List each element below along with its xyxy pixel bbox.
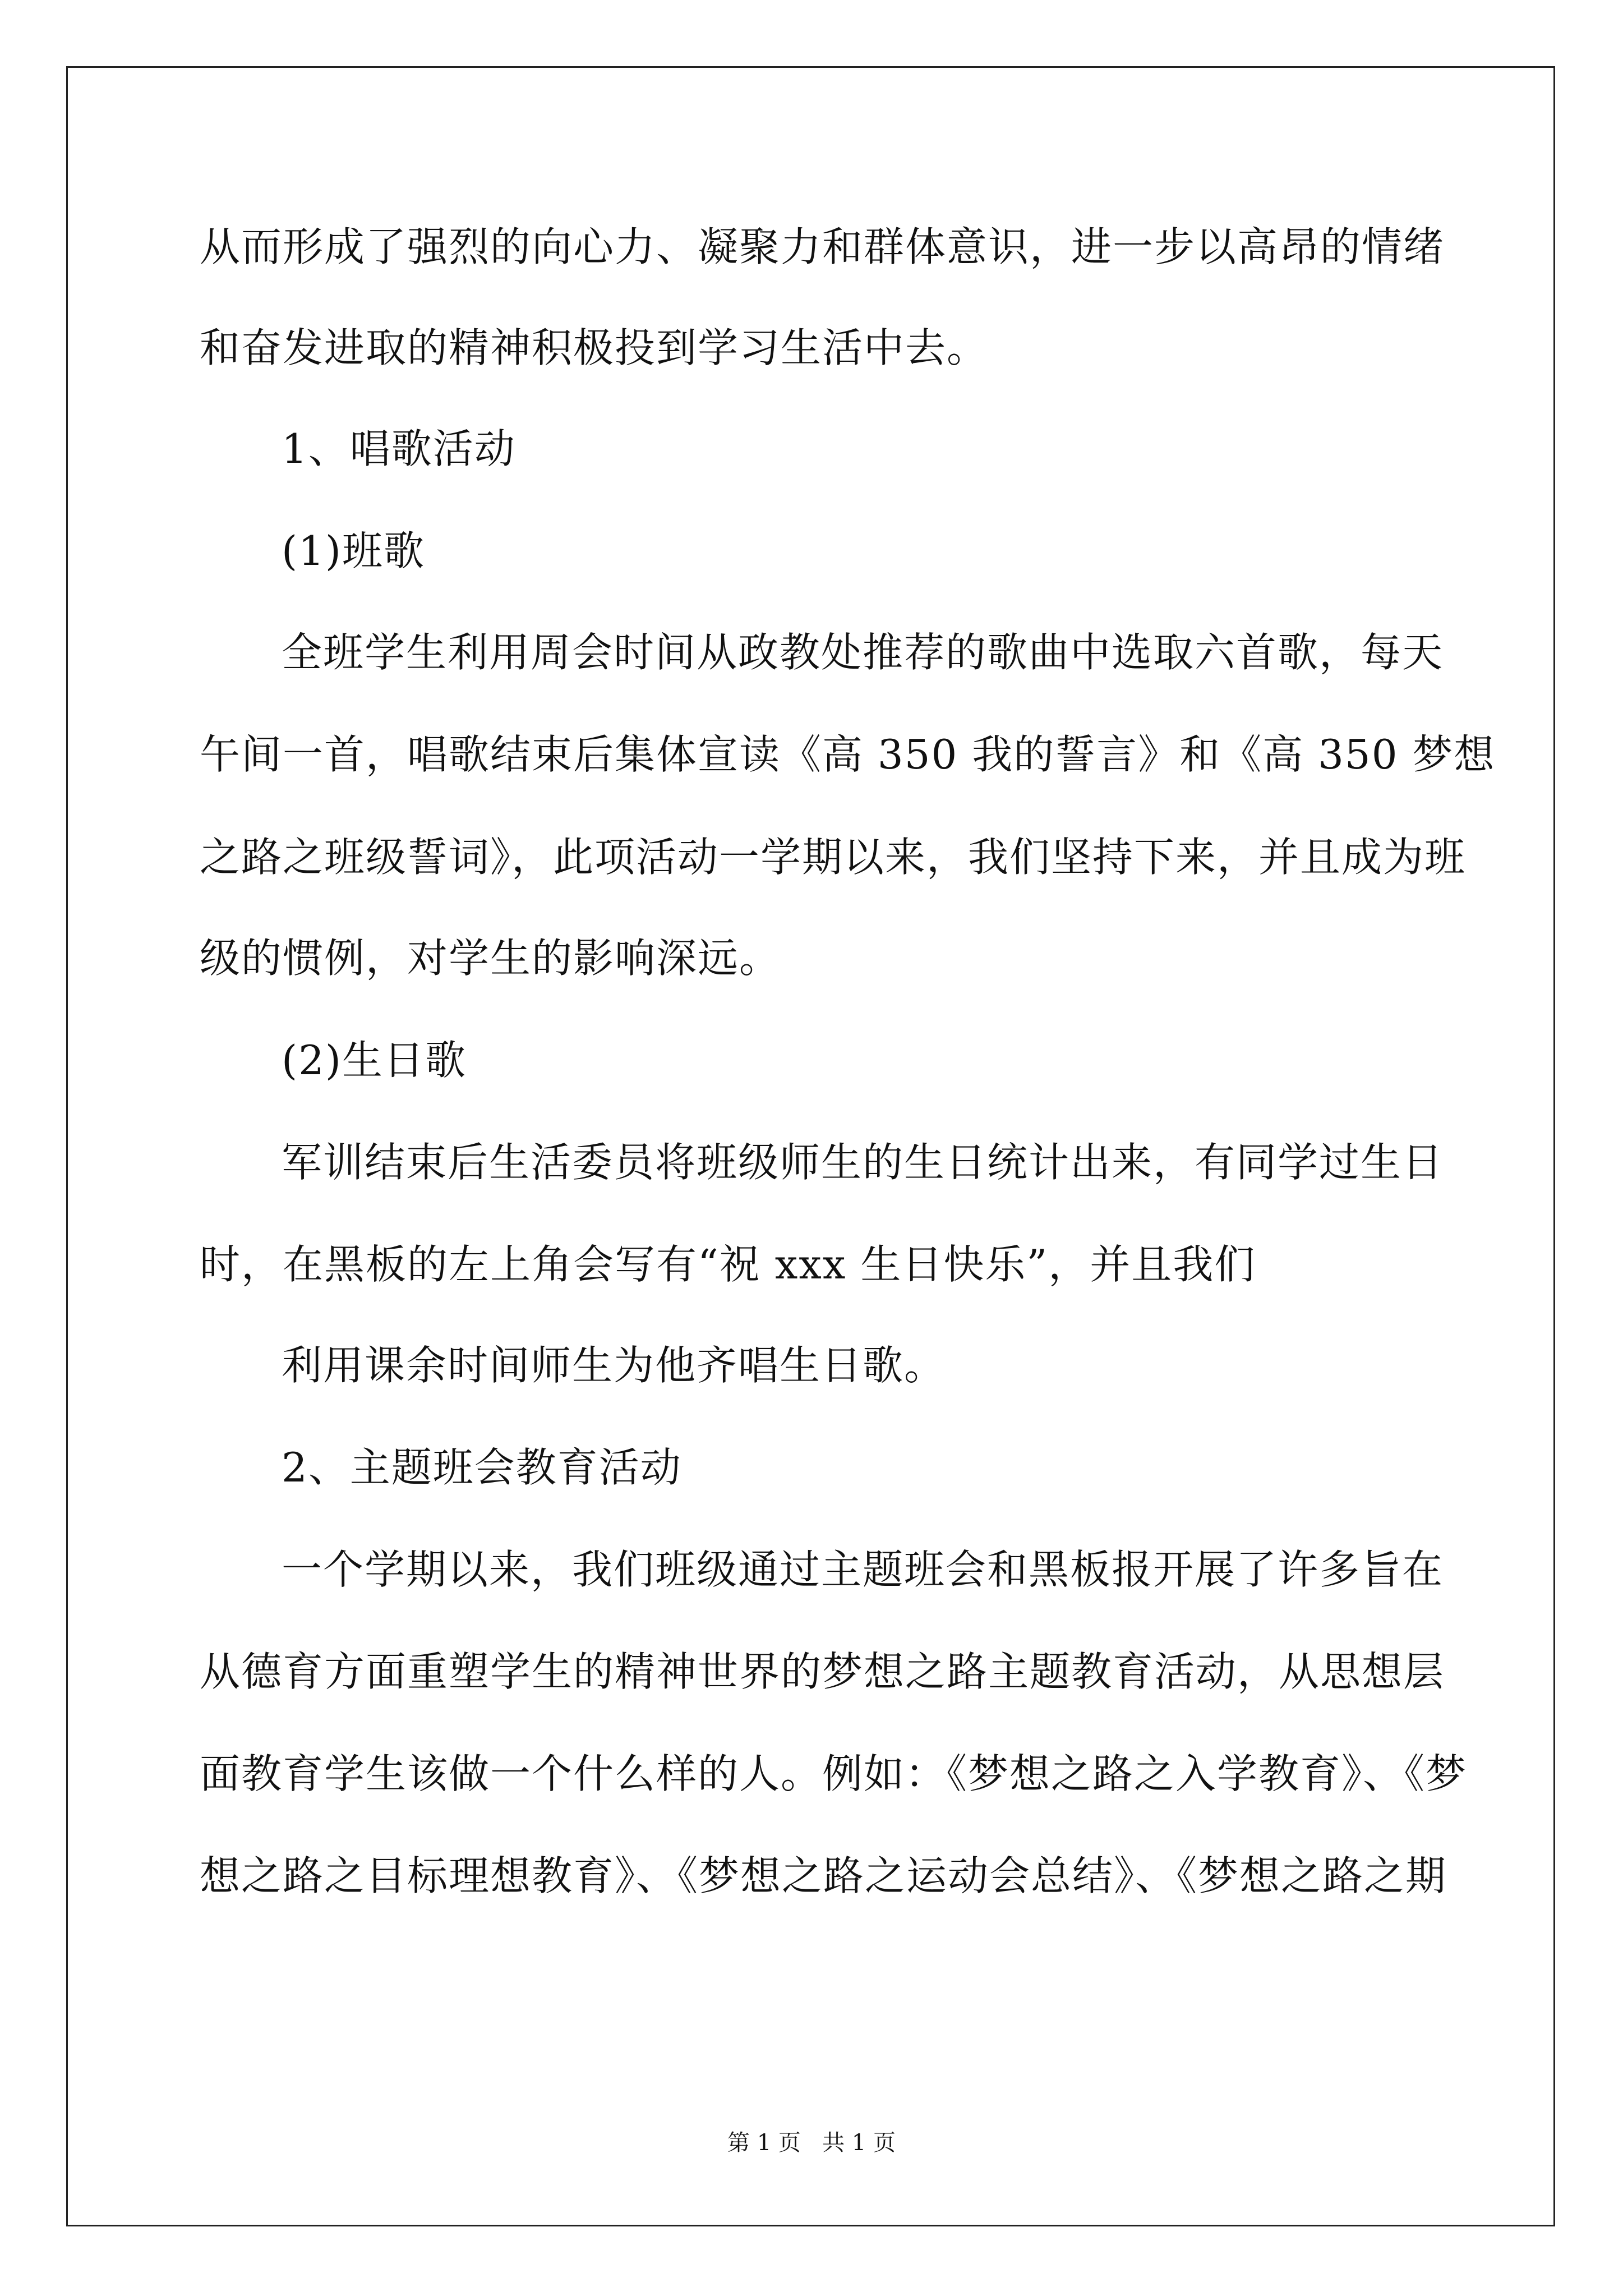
subsection-heading: (2)生日歌 xyxy=(282,1037,467,1084)
text-line: 全班学生利用周会时间从政教处推荐的歌曲中选取六首歌，每天 xyxy=(282,629,1444,676)
text-line: 面教育学生该做一个什么样的人。例如：《梦想之路之入学教育》、《梦 xyxy=(200,1750,1468,1797)
text-line: 利用课余时间师生为他齐唱生日歌。 xyxy=(282,1342,946,1389)
text-line: 和奋发进取的精神积极投到学习生活中去。 xyxy=(200,324,989,371)
page-footer: 第 1 页 共 1 页 xyxy=(727,2130,896,2156)
text-line: 时，在黑板的左上角会写有“祝 xxx 生日快乐”，并且我们 xyxy=(200,1241,1256,1288)
text-line: 之路之班级誓词》，此项活动一学期以来，我们坚持下来，并且成为班 xyxy=(200,834,1467,881)
text-line: 午间一首，唱歌结束后集体宣读《高 350 我的誓言》和《高 350 梦想 xyxy=(200,731,1496,778)
text-line: 一个学期以来，我们班级通过主题班会和黑板报开展了许多旨在 xyxy=(282,1546,1444,1593)
section-heading: 1、唱歌活动 xyxy=(282,425,516,472)
subsection-heading: (1)班歌 xyxy=(282,527,425,574)
text-line: 从而形成了强烈的向心力、凝聚力和群体意识，进一步以高昂的情绪 xyxy=(200,223,1445,270)
text-line: 想之路之目标理想教育》、《梦想之路之运动会总结》、《梦想之路之期 xyxy=(200,1852,1447,1899)
section-heading: 2、主题班会教育活动 xyxy=(282,1444,682,1491)
text-line: 从德育方面重塑学生的精神世界的梦想之路主题教育活动，从思想层 xyxy=(200,1648,1445,1695)
text-line: 军训结束后生活委员将班级师生的生日统计出来，有同学过生日 xyxy=(282,1139,1444,1186)
text-line: 级的惯例，对学生的影响深远。 xyxy=(200,935,781,982)
